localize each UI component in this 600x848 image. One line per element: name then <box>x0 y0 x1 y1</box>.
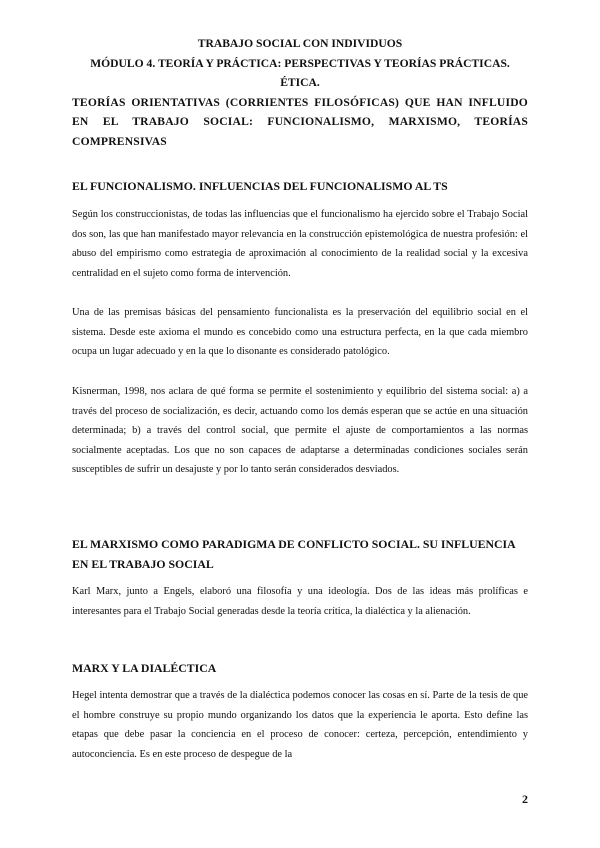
course-title: TRABAJO SOCIAL CON INDIVIDUOS <box>197 37 403 50</box>
paragraph-marxismo-1: Karl Marx, junto a Engels, elaboró una filosofía y una ideología. Dos de las ideas más prolíficas e interesantes para el Trabajo Social generadas desde la teoría crítica, la dialéctica y la alienación. <box>72 586 528 617</box>
paragraph-funcionalismo-3: Kisnerman, 1998, nos aclara de qué forma se permite el sostenimiento y equilibrio del sistema social: a) a través del proceso de socialización, es decir, actuando como los demás esperan que se actúe en una situación determinada; b) a través del control social, que permite el ajuste de comportamientos a las normas socialmente aceptadas. Los que no son capaces de adaptarse a determinadas condiciones sociales serán susceptibles de sufrir un desajuste y por lo tanto serán considerados desviados. <box>72 386 528 476</box>
paragraph-funcionalismo-1: Según los construccionistas, de todas las influencias que el funcionalismo ha ejercido sobre el Trabajo Social dos son, las que han manifestado mayor relevancia en la construcción epistemológica de nuestra profesión: el abuso del empirismo como estrategia de aproximación al conocimiento de la realidad social y la excesiva centralidad en el sujeto como forma de intervención. <box>72 209 528 279</box>
page-number: 2 <box>522 792 528 806</box>
paragraph-funcionalismo-2: Una de las premisas básicas del pensamiento funcionalista es la preservación del equilibrio social en el sistema. Desde este axioma el mundo es concebido como una estructura perfecta, en la que cada miembro ocupa un lugar adecuado y en la que lo disonante es considerado patológico. <box>72 307 528 358</box>
main-heading: TEORÍAS ORIENTATIVAS (CORRIENTES FILOSÓFICAS) QUE HAN INFLUIDO EN EL TRABAJO SOCIAL: FUNCIONALISMO, MARXISMO, TEORÍAS COMPRENSIVAS <box>72 95 528 148</box>
paragraph-dialectica-1: Hegel intenta demostrar que a través de la dialéctica podemos conocer las cosas en sí. Parte de la tesis de que el hombre construye su propio mundo organizando los datos que la experiencia le aporta. Esto define las etapas que debe pasar la conciencia en el proceso de conocer: certeza, percepción, entendimiento y autoconciencia. Es en este proceso de despegue de la <box>72 690 528 760</box>
module-subtitle: ÉTICA. <box>280 76 320 89</box>
section-title-marxismo: EL MARXISMO COMO PARADIGMA DE CONFLICTO SOCIAL. SU INFLUENCIA EN EL TRABAJO SOCIAL <box>72 537 515 571</box>
section-title-funcionalismo: EL FUNCIONALISMO. INFLUENCIAS DEL FUNCIONALISMO AL TS <box>72 179 448 193</box>
section-title-dialectica: MARX Y LA DIALÉCTICA <box>72 661 217 675</box>
module-title: MÓDULO 4. TEORÍA Y PRÁCTICA: PERSPECTIVAS Y TEORÍAS PRÁCTICAS. <box>90 56 510 70</box>
document-header <box>72 34 528 151</box>
